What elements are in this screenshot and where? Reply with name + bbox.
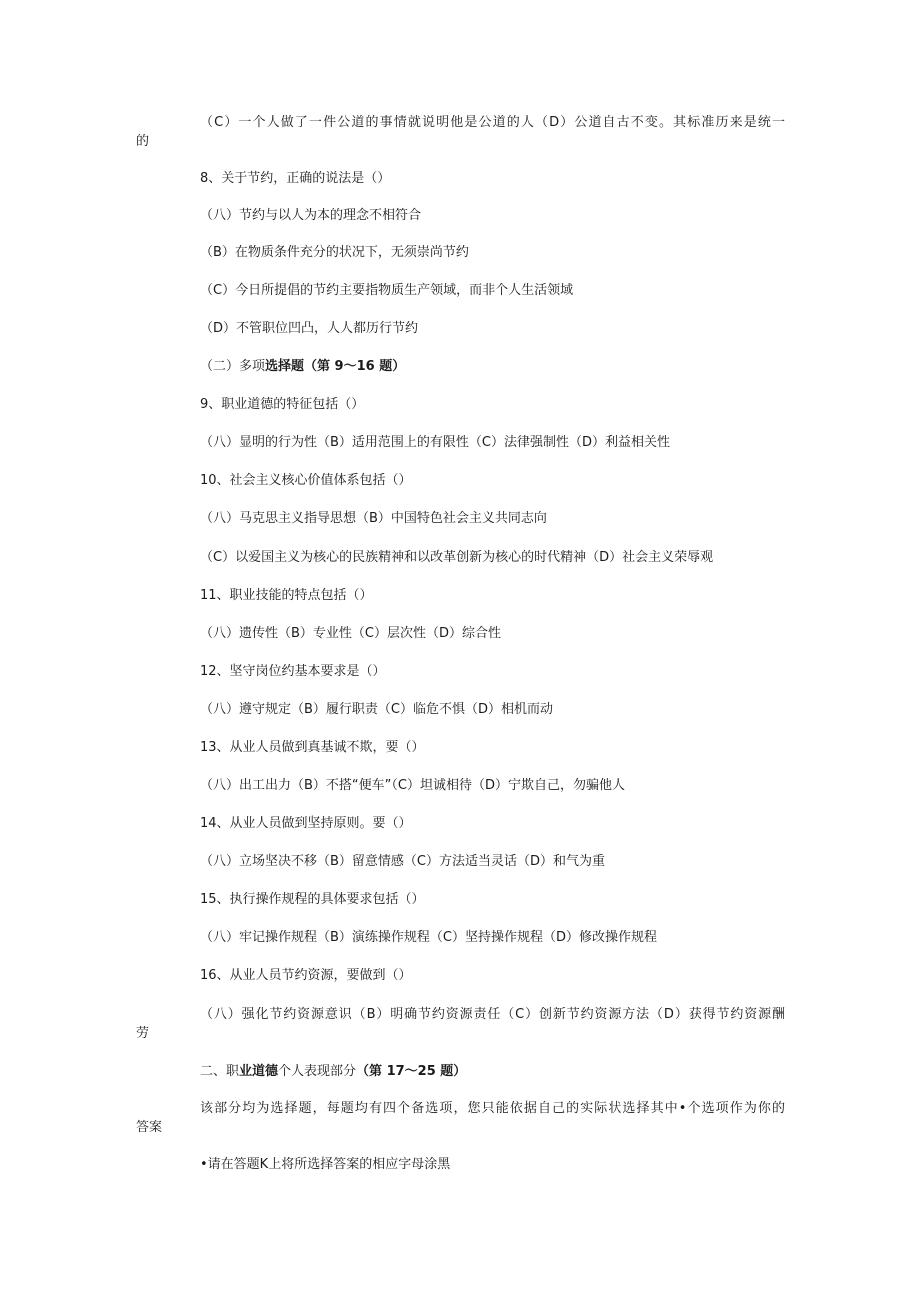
question-9: 9、职业道德的特征包括（） (200, 397, 365, 412)
question-16: 16、从业人员节约资源，要做到（） (200, 968, 412, 983)
question-12: 12、坚守岗位约基本要求是（） (200, 664, 386, 679)
question-11: 11、职业技能的特点包括（） (200, 588, 373, 603)
option-7d-continuation: 的 (136, 134, 150, 149)
question-14: 14、从业人员做到坚持原则。要（） (200, 816, 412, 831)
section-heading-part-2 (200, 1063, 466, 1081)
option-8c: （C）今日所提倡的节约主要指物质生产领域，而非个人生活领域 (200, 283, 574, 298)
options-14: （八）立场坚决不移（B）留意情感（C）方法适当灵话（D）和气为重 (200, 854, 606, 869)
option-8d: （D）不管职位凹凸，人人都历行节约 (200, 321, 419, 336)
options-9: （八）显明的行为性（B）适用范围上的有限性（C）法律强制性（D）利益相关性 (200, 435, 671, 450)
part2-heading-pre: 二、职 (200, 1064, 240, 1079)
section-heading-pre: （二）多项 (200, 359, 266, 374)
option-7c-7d-line: （C）一个人做了一件公道的事情就说明他是公道的人（D）公道自古不变。其标准历来是统一 (200, 115, 785, 130)
options-10-ab: （八）马克思主义指导思想（B）中国特色社会主义共同志向 (200, 511, 547, 526)
option-8a: （八）节约与以人为本的理念不相符合 (200, 208, 422, 223)
question-8: 8、关于节约，正确的说法是（） (200, 171, 391, 186)
question-13: 13、从业人员做到真基诚不欺，要（） (200, 740, 425, 755)
question-15: 15、执行操作规程的具体要求包括（） (200, 892, 425, 907)
part2-heading-bold-1: 业道德 (239, 1064, 279, 1079)
part2-heading-bold-2: （第 17～25 题） (356, 1064, 467, 1079)
part2-heading-mid: 个人表现部分 (278, 1064, 357, 1079)
options-10-cd: （C）以爱国主义为核心的民族精神和以改革创新为核心的时代精神（D）社会主义荣辱观 (200, 550, 714, 565)
question-10: 10、社会主义核心价值体系包括（） (200, 473, 412, 488)
part2-answer-sheet-note: •请在答题K上将所选择答案的相应字母涂黑 (200, 1157, 451, 1172)
options-12: （八）遵守规定（B）履行职责（C）临危不惧（D）相机而动 (200, 702, 554, 717)
options-11: （八）遗传性（B）专业性（C）层次性（D）综合性 (200, 626, 502, 641)
options-16: （八）强化节约资源意识（B）明确节约资源责任（C）创新节约资源方法（D）获得节约资源酬 (200, 1007, 785, 1022)
part2-instructions-continuation: 答案 (136, 1120, 163, 1135)
options-15: （八）牢记操作规程（B）演练操作规程（C）坚持操作规程（D）修改操作规程 (200, 930, 658, 945)
section-heading-multiple-choice (200, 358, 405, 376)
options-16-continuation: 劳 (136, 1026, 150, 1041)
part2-instructions: 该部分均为选择题，每题均有四个备选项，您只能依据自己的实际状选择其中•个选项作为你的 (200, 1101, 785, 1116)
section-heading-bold: 选择题（第 9～16 题） (265, 359, 406, 374)
option-8b: （B）在物质条件充分的状况下，无须崇尚节约 (200, 245, 469, 260)
options-13: （八）出工出力（B）不搭“便车”（C）坦诚相待（D）宁欺自己，勿骗他人 (200, 778, 625, 793)
